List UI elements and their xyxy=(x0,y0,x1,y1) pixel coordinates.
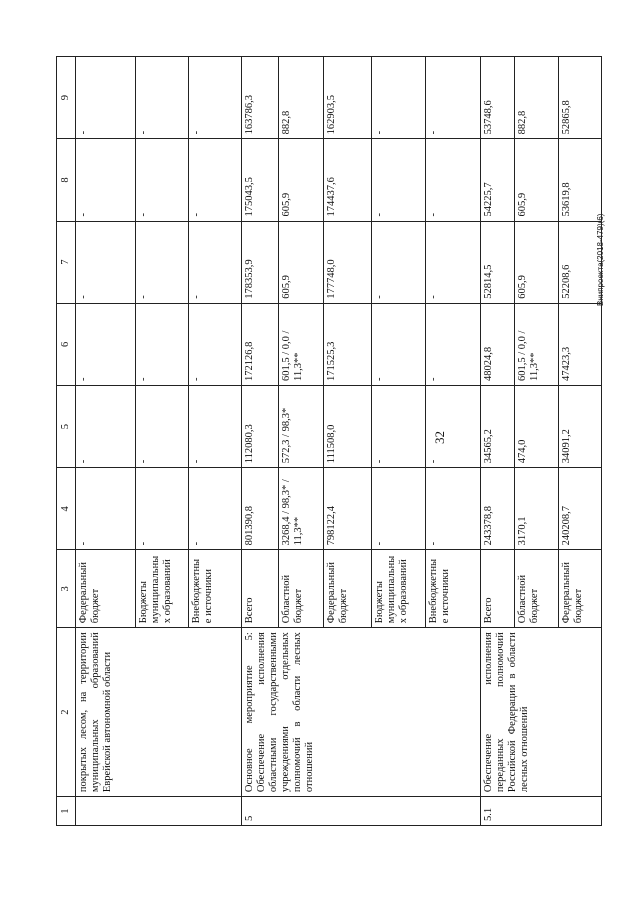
value-cell: - xyxy=(136,385,189,467)
value-cell: 34091,2 xyxy=(559,385,602,467)
funding-source-cell: Областной бюджет xyxy=(515,550,559,628)
value-cell: 163786,3 xyxy=(242,57,279,139)
value-cell: 601,5 / 0,0 / 11,3** xyxy=(515,303,559,385)
header-cell: 7 xyxy=(57,221,76,303)
value-cell: - xyxy=(136,221,189,303)
funding-source-cell: Внебюджетные источники xyxy=(426,550,481,628)
funding-source-cell: Федеральный бюджет xyxy=(324,550,372,628)
value-cell: - xyxy=(426,385,481,467)
row-number-cell xyxy=(76,797,242,826)
value-cell: 172126,8 xyxy=(242,303,279,385)
value-cell: - xyxy=(189,303,242,385)
value-cell: 572,3 / 98,3* xyxy=(279,385,324,467)
header-cell: 2 xyxy=(57,628,76,797)
value-cell: 605,9 xyxy=(279,221,324,303)
budget-table-wrapper xyxy=(56,56,585,826)
value-cell: - xyxy=(426,57,481,139)
value-cell: - xyxy=(426,303,481,385)
value-cell: 34565,2 xyxy=(481,385,515,467)
table-body xyxy=(57,57,602,826)
funding-source-cell: Федеральный бюджет xyxy=(76,550,136,628)
table-row xyxy=(242,57,279,826)
value-cell: - xyxy=(372,468,426,550)
page-number: 32 xyxy=(432,431,447,444)
value-cell: 48024,8 xyxy=(481,303,515,385)
value-cell: 177748,0 xyxy=(324,221,372,303)
value-cell: 162903,5 xyxy=(324,57,372,139)
value-cell: 882,8 xyxy=(279,57,324,139)
value-cell: - xyxy=(136,468,189,550)
value-cell: - xyxy=(189,385,242,467)
value-cell: 605,9 xyxy=(515,139,559,221)
header-row xyxy=(57,57,76,826)
value-cell: 52865,8 xyxy=(559,57,602,139)
funding-source-cell: Бюджеты муниципальных образований xyxy=(136,550,189,628)
value-cell: 54225,7 xyxy=(481,139,515,221)
value-cell: 605,9 xyxy=(279,139,324,221)
value-cell: - xyxy=(426,139,481,221)
document-stamp: Внипроекта(2018-479)(6) xyxy=(596,213,605,306)
value-cell: 175043,5 xyxy=(242,139,279,221)
value-cell: - xyxy=(372,303,426,385)
value-cell: - xyxy=(426,468,481,550)
value-cell: 601,5 / 0,0 / 11,3** xyxy=(279,303,324,385)
table-row xyxy=(76,57,136,826)
header-cell: 4 xyxy=(57,468,76,550)
table-row xyxy=(481,57,515,826)
value-cell: 174437,6 xyxy=(324,139,372,221)
value-cell: 47423,3 xyxy=(559,303,602,385)
value-cell: 52208,6 xyxy=(559,221,602,303)
value-cell: 53619,8 xyxy=(559,139,602,221)
budget-table xyxy=(56,56,602,826)
header-cell: 9 xyxy=(57,57,76,139)
value-cell: - xyxy=(372,221,426,303)
row-number-cell: 5.1 xyxy=(481,797,602,826)
value-cell: 171525,3 xyxy=(324,303,372,385)
value-cell: - xyxy=(76,468,136,550)
funding-source-cell: Бюджеты муниципальных образований xyxy=(372,550,426,628)
value-cell: - xyxy=(189,139,242,221)
value-cell: - xyxy=(189,57,242,139)
value-cell: 240208,7 xyxy=(559,468,602,550)
value-cell: - xyxy=(136,57,189,139)
value-cell: - xyxy=(372,57,426,139)
value-cell: - xyxy=(189,221,242,303)
value-cell: - xyxy=(189,468,242,550)
value-cell: 3170,1 xyxy=(515,468,559,550)
funding-source-cell: Внебюджетные источники xyxy=(189,550,242,628)
funding-source-cell: Всего xyxy=(481,550,515,628)
value-cell: - xyxy=(136,303,189,385)
value-cell: - xyxy=(76,385,136,467)
header-cell: 6 xyxy=(57,303,76,385)
value-cell: 112080,3 xyxy=(242,385,279,467)
value-cell: - xyxy=(136,139,189,221)
value-cell: 474,0 xyxy=(515,385,559,467)
value-cell: - xyxy=(76,303,136,385)
value-cell: 3268,4 / 98,3* / 11,3** xyxy=(279,468,324,550)
header-cell: 3 xyxy=(57,550,76,628)
value-cell: - xyxy=(76,139,136,221)
header-cell: 1 xyxy=(57,797,76,826)
value-cell: 798122,4 xyxy=(324,468,372,550)
value-cell: - xyxy=(372,139,426,221)
value-cell: 53748,6 xyxy=(481,57,515,139)
header-cell: 5 xyxy=(57,385,76,467)
value-cell: 52814,5 xyxy=(481,221,515,303)
funding-source-cell: Областной бюджет xyxy=(279,550,324,628)
row-number-cell: 5 xyxy=(242,797,481,826)
value-cell: 882,8 xyxy=(515,57,559,139)
value-cell: - xyxy=(372,385,426,467)
value-cell: 178353,9 xyxy=(242,221,279,303)
value-cell: 243378,8 xyxy=(481,468,515,550)
value-cell: - xyxy=(426,221,481,303)
funding-source-cell: Федеральный бюджет xyxy=(559,550,602,628)
funding-source-cell: Всего xyxy=(242,550,279,628)
header-cell: 8 xyxy=(57,139,76,221)
value-cell: - xyxy=(76,221,136,303)
measure-name-cell: Обеспечение исполнения переданных полномочий Российской Федерации в области лесных отношений xyxy=(481,628,602,797)
value-cell: 605,9 xyxy=(515,221,559,303)
value-cell: 111508,0 xyxy=(324,385,372,467)
value-cell: - xyxy=(76,57,136,139)
measure-name-cell: Основное мероприятие 5: Обеспечение исполнения областными государственными учреждениями отдельных полномочий в области лесных отношений xyxy=(242,628,481,797)
value-cell: 801390,8 xyxy=(242,468,279,550)
measure-name-cell: покрытых лесом, на территории муниципальных образований Еврейской автономной области xyxy=(76,628,242,797)
